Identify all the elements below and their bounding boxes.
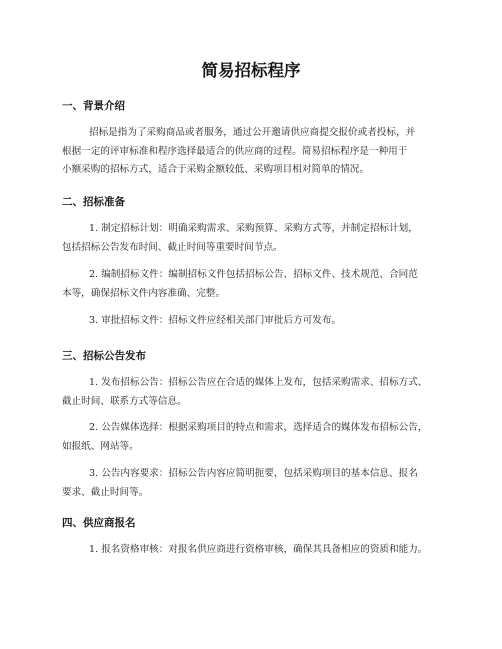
section-heading-background: 一、背景介绍	[62, 100, 125, 112]
paragraph-announcement-content: 3. 公告内容要求：招标公告内容应简明扼要，包括采购项目的基本信息、报名 要求、截止时间等。	[62, 468, 418, 498]
document-title: 简易招标程序	[201, 61, 301, 80]
paragraph-background: 招标是指为了采购商品或者服务，通过公开邀请供应商提交报价或者投标，并 根据一定的评审标准和程序选择最适合的供应商的过程。简易招标程序是一种用于 小额采购的招标方式，适合于采购金额较低、采购项目相对简单的情况。	[62, 127, 416, 175]
paragraph-preparation-documents: 2. 编制招标文件：编制招标文件包括招标公告、招标文件、技术规范、合同范 本等，确保招标文件内容准确、完整。	[62, 269, 418, 299]
paragraph-preparation-approval: 3. 审批招标文件：招标文件应经相关部门审批后方可发布。	[89, 315, 342, 326]
section-heading-registration: 四、供应商报名	[62, 517, 136, 529]
paragraph-registration-review: 1. 报名资格审核：对报名供应商进行资格审核，确保其具备相应的资质和能力。	[89, 544, 428, 555]
paragraph-announcement-publish: 1. 发布招标公告：招标公告应在合适的媒体上发布，包括采购需求、招标方式、 截止时间、联系方式等信息。	[62, 377, 428, 407]
paragraph-preparation-plan: 1. 制定招标计划：明确采购需求、采购预算、采购方式等，并制定招标计划， 包括招标公告发布时间、截止时间等重要时间节点。	[62, 223, 418, 253]
section-heading-announcement: 三、招标公告发布	[62, 350, 146, 362]
section-heading-preparation: 二、招标准备	[62, 196, 125, 208]
paragraph-announcement-media: 2. 公告媒体选择：根据采购项目的特点和需求，选择适合的媒体发布招标公告， 如报纸、网站等。	[62, 422, 428, 452]
